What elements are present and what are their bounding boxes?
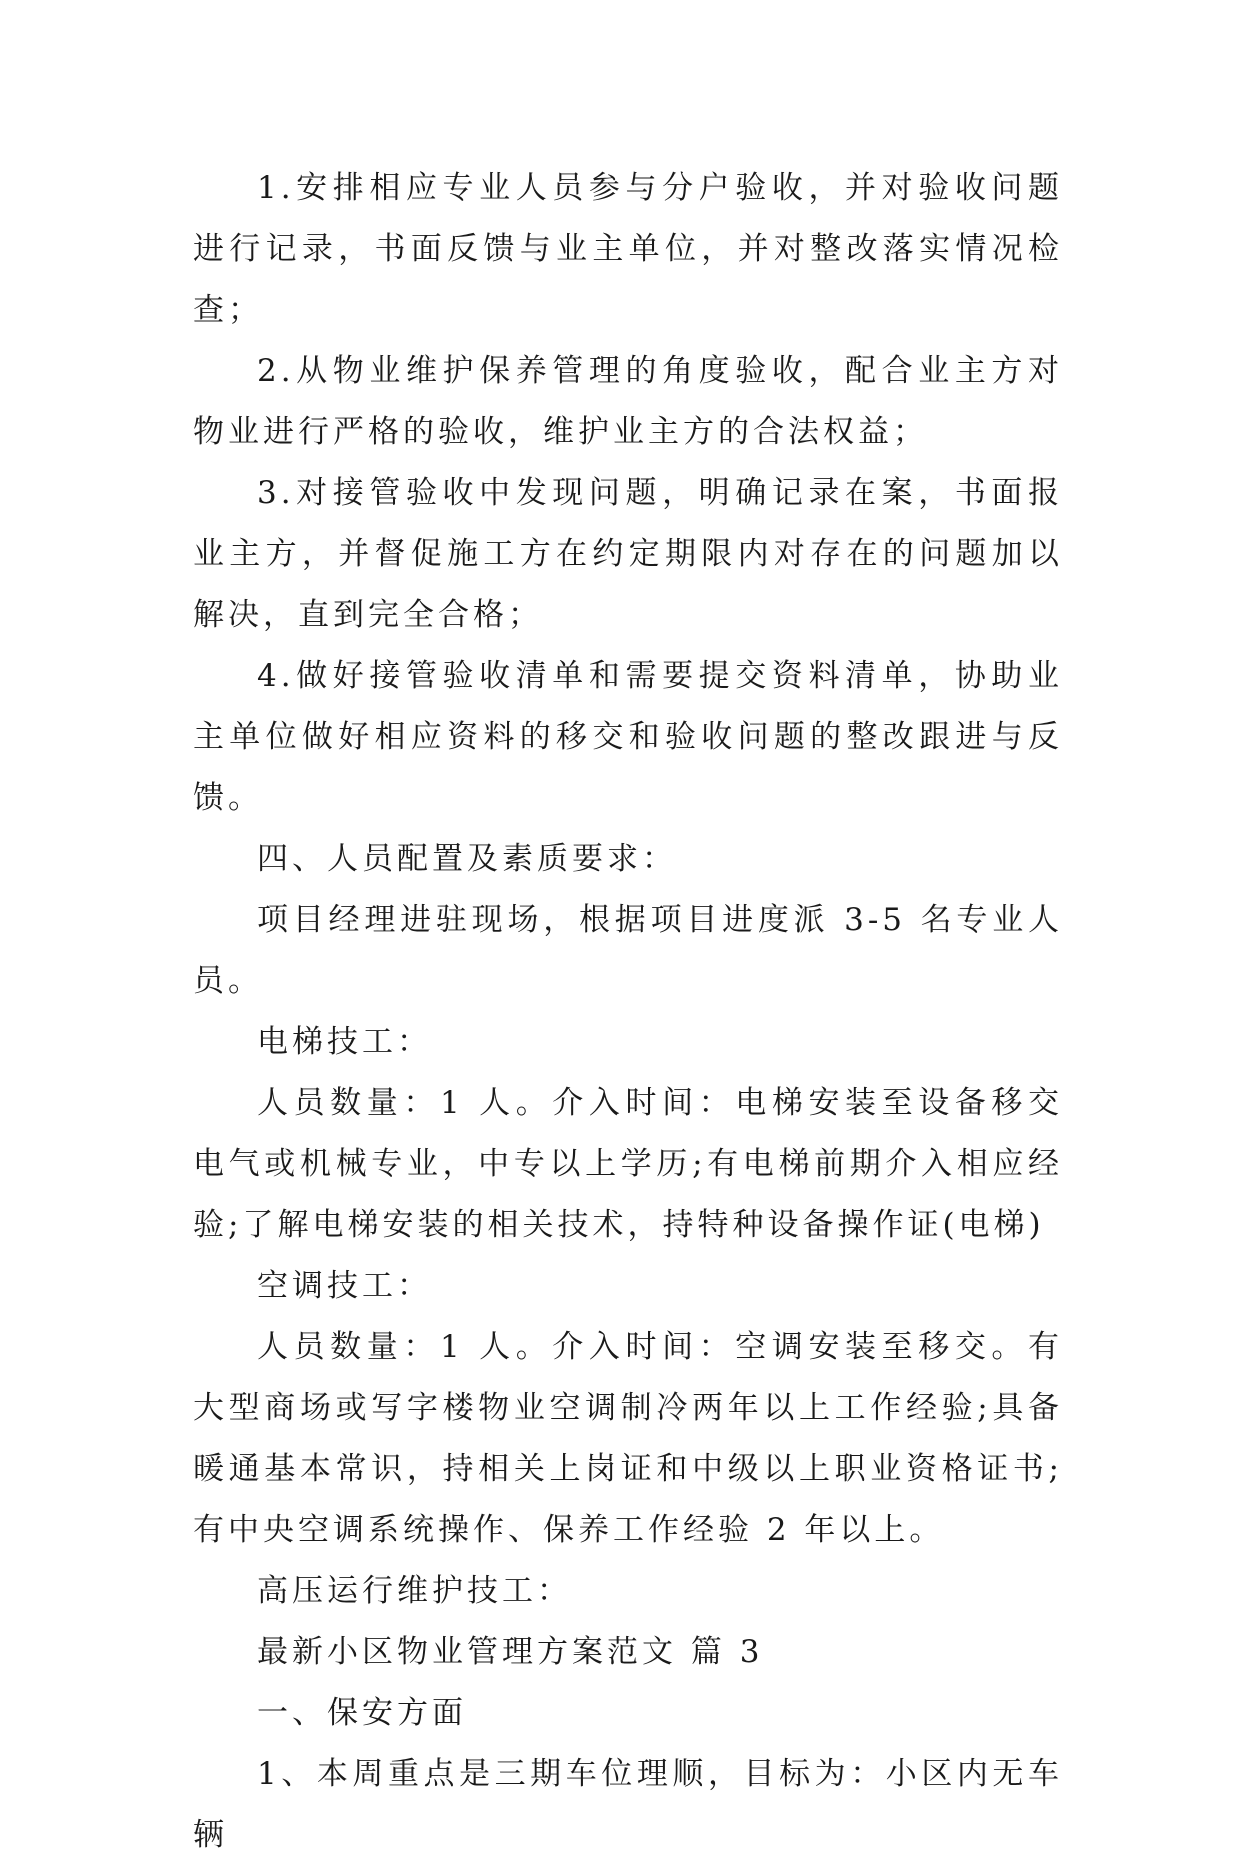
article-title-part-3: 最新小区物业管理方案范文 篇 3 [257, 1634, 764, 1670]
subheading-hvac-technician: 空调技工： [257, 1268, 432, 1304]
subheading-elevator-technician: 电梯技工： [257, 1024, 432, 1060]
paragraph-elevator-requirements: 人员数量：1 人。介入时间：电梯安装至设备移交电气或机械专业，中专以上学历;有电梯前期介入相应经验;了解电梯安装的相关技术，持特种设备操作证(电梯) [193, 1085, 1063, 1243]
paragraph-security-item-1: 1、本周重点是三期车位理顺，目标为：小区内无车辆 [193, 1756, 1063, 1853]
paragraph-acceptance-item-4: 4.做好接管验收清单和需要提交资料清单，协助业主单位做好相应资料的移交和验收问题的整改跟进与反馈。 [193, 658, 1063, 816]
paragraph-acceptance-item-3: 3.对接管验收中发现问题，明确记录在案，书面报业主方，并督促施工方在约定期限内对存在的问题加以解决，直到完全合格； [193, 475, 1063, 633]
paragraph-acceptance-item-1: 1.安排相应专业人员参与分户验收，并对验收问题进行记录，书面反馈与业主单位，并对整改落实情况检查； [193, 170, 1063, 328]
document-body [193, 158, 1063, 1866]
paragraph-hvac-requirements: 人员数量：1 人。介入时间：空调安装至移交。有大型商场或写字楼物业空调制冷两年以上工作经验;具备暖通基本常识，持相关上岗证和中级以上职业资格证书;有中央空调系统操作、保养工作经验 2 年以上。 [193, 1329, 1063, 1548]
paragraph-project-manager: 项目经理进驻现场，根据项目进度派 3-5 名专业人员。 [193, 902, 1063, 999]
paragraph-acceptance-item-2: 2.从物业维护保养管理的角度验收，配合业主方对物业进行严格的验收，维护业主方的合法权益； [193, 353, 1063, 450]
subheading-high-voltage-technician: 高压运行维护技工： [257, 1573, 572, 1609]
section-heading-staffing: 四、人员配置及素质要求： [257, 841, 677, 877]
section-heading-security: 一、保安方面 [257, 1695, 467, 1731]
